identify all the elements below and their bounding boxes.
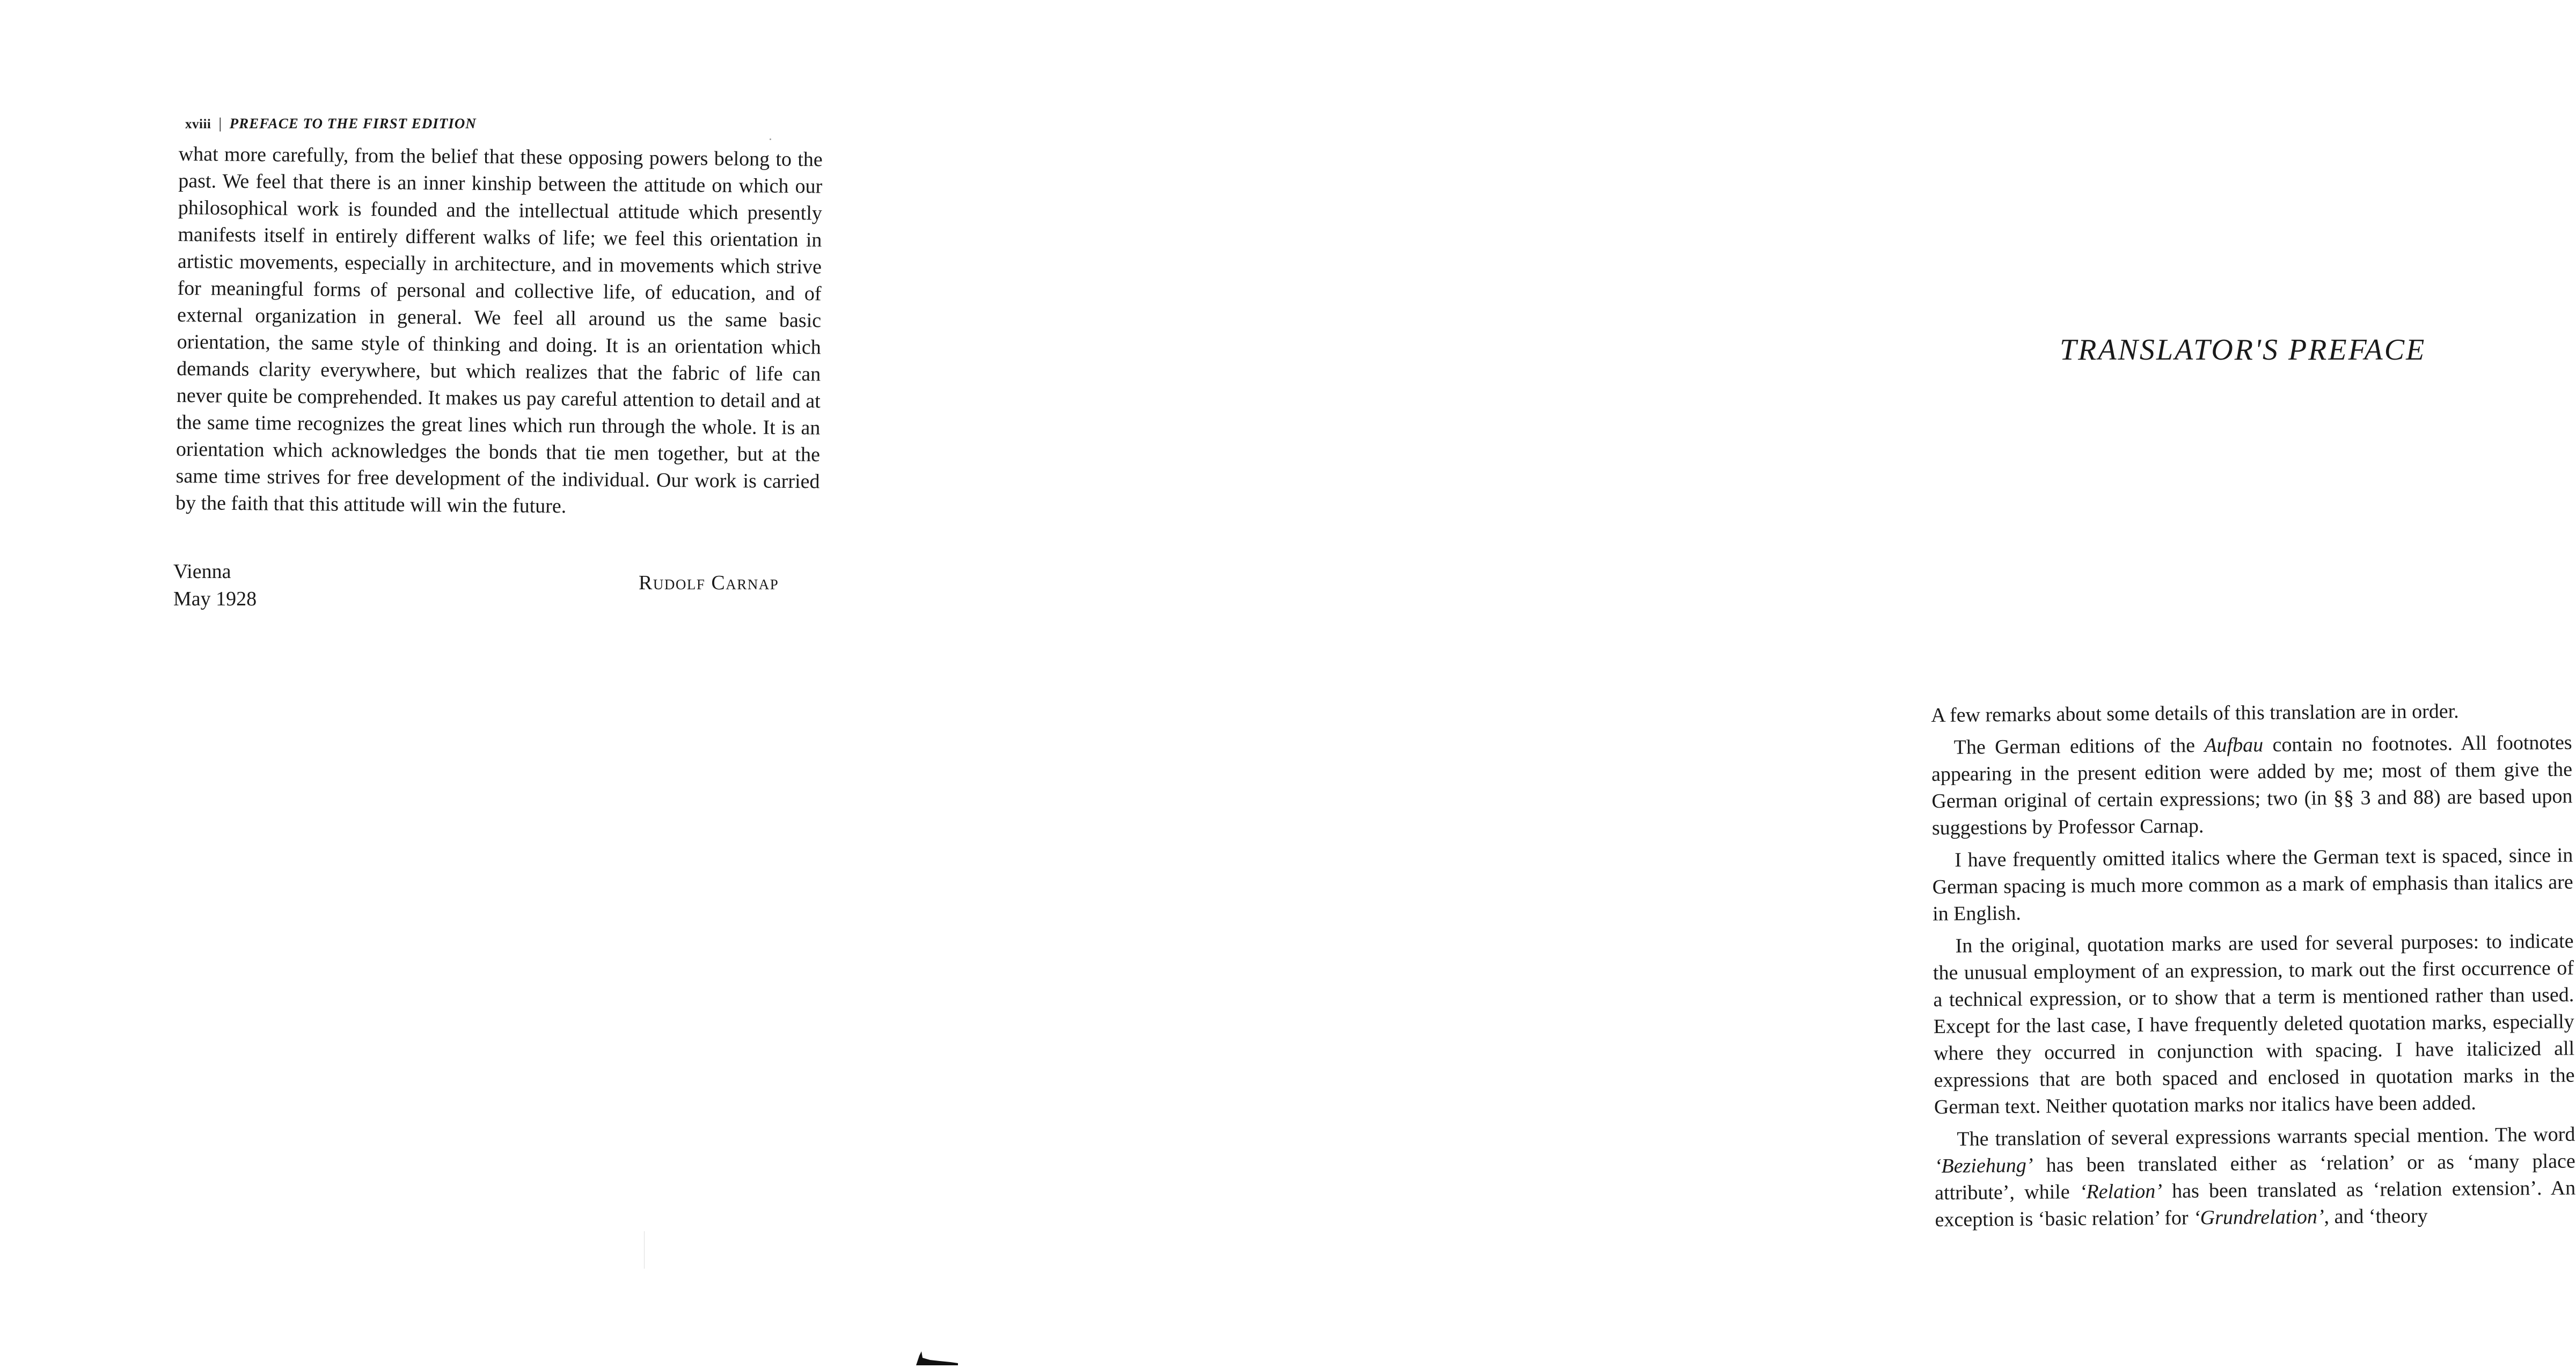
paper-speck (770, 138, 771, 140)
page-number: xviii (185, 117, 211, 131)
paragraph-5-italic-grundrelation: ‘Grundrelation’ (2193, 1205, 2324, 1230)
paragraph-3: I have frequently omitted italics where the German text is spaced, since in German spacing is much more common as a mark of emphasis than italics are in English. (1932, 844, 2573, 925)
left-page (0, 0, 880, 1365)
paragraph-2-text-a: The German editions of the (1953, 734, 2205, 759)
running-head-title: PREFACE TO THE FIRST EDITION (229, 115, 477, 131)
signature-date: May 1928 (173, 588, 257, 610)
paragraph-2-italic-aufbau: Aufbau (2204, 734, 2264, 757)
paragraph-5-text-e: has been translated as ‘relation extension’. An exception is ‘basic relation’ for (1935, 1176, 2576, 1231)
signature-place: Vienna (173, 560, 231, 583)
paragraph-5-text-c: has been translated either as ‘relation’ or as ‘many place attribute’, while (1935, 1150, 2575, 1204)
running-head (185, 115, 477, 133)
paragraph-5-italic-relation: ‘Relation’ (2079, 1180, 2163, 1203)
paragraph-4: In the original, quotation marks are used for several purposes: to indicate the unusual employment of an expression, to mark out the first occurrence of a technical expression, or to show that a term is mentioned rather than used. Except for the last case, I have frequently deleted quotation marks, especially where they occurred in conjunction with spacing. I have italicized all expressions that are both spaced and enclosed in quotation marks in the German text. Neither quotation marks nor italics have been added. (1933, 930, 2575, 1118)
paragraph-5-italic-beziehung: ‘Beziehung’ (1934, 1154, 2033, 1177)
scan-artifact-icon (915, 1346, 959, 1365)
chapter-title: TRANSLATOR'S PREFACE (2060, 333, 2426, 367)
right-page (880, 0, 2576, 1365)
gutter-mark (644, 1231, 645, 1269)
signature-name: Rudolf Carnap (639, 572, 779, 594)
signature-place-date (173, 558, 257, 613)
paragraph-5-text-g: , and ‘theory (2324, 1204, 2428, 1228)
paragraph-2-text-c: contain no footnotes. All footnotes appearing in the present edition were added by me; most of them give the German original of certain expressions; two (in §§ 3 and 88) are based upon suggestions by Professor Carnap. (1931, 731, 2573, 839)
paragraph-5-text-a: The translation of several expressions warrants special mention. The word (1957, 1123, 2575, 1151)
left-body-paragraph: what more carefully, from the belief that these opposing powers belong to the past. We feel that there is an inner kinship between the attitude on which our philosophical work is founded and the intellectual attitude which presently manifests itself in entirely different walks of life; we feel this orientation in artistic movements, especially in architecture, and in movements which strive for meaningful forms of personal and collective life, of education, and of external organization in general. We feel all around us the same basic orientation, the same style of thinking and doing. It is an orientation which demands clarity everywhere, but which realizes that the fabric of life can never quite be comprehended. It makes us pay careful attention to detail and at the same time recognizes the great lines which run through the whole. It is an orientation which acknowledges the bonds that tie men together, but at the same time strives for free development of the individual. Our work is carried by the faith that this attitude will win the future. (175, 142, 823, 518)
paragraph-5 (1934, 1121, 2576, 1233)
paragraph-1: A few remarks about some details of this translation are in order. (1931, 700, 2459, 727)
left-body-text (175, 141, 823, 522)
running-head-separator: | (218, 115, 222, 132)
right-body-text (1931, 697, 2576, 1239)
paragraph-2 (1931, 729, 2573, 842)
